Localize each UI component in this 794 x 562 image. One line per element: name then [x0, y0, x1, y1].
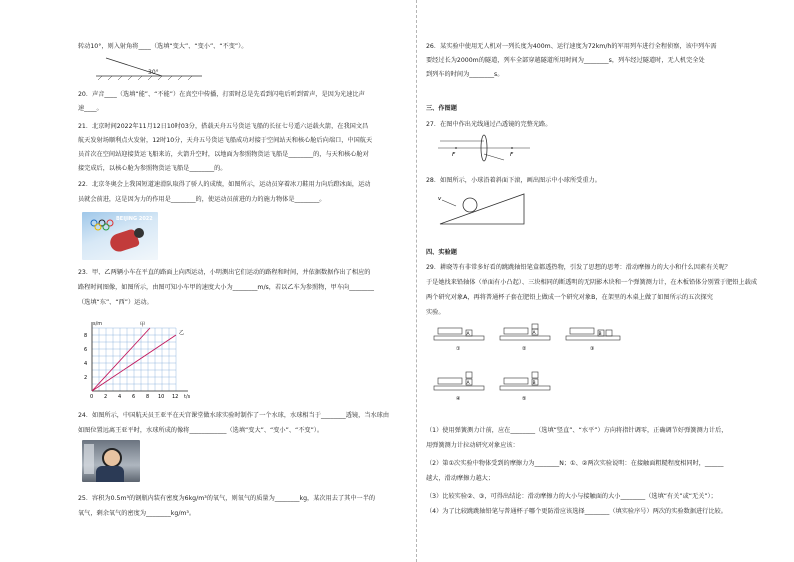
section-drawing-heading: 三、作图题	[426, 105, 457, 112]
ball	[463, 198, 477, 212]
section-experiment-heading: 四、实验题	[426, 249, 457, 256]
q26-text-1: 26．某实验中使用无人机对一列长度为400m、运行速度为72km/h的军用列车进行全程侦察，该中列车需	[426, 43, 717, 50]
block-label: B	[532, 381, 536, 386]
block-label: A	[532, 331, 536, 336]
q25-text-2: 氧气，剩余氧气的密度为________kg/m³。	[78, 510, 196, 517]
left-column	[78, 0, 408, 562]
x-tick: 4	[118, 394, 122, 400]
q23-text-1: 23．甲、乙两辆小车在平直的路面上向西运动，小明测出它们运动的路程和时间，并依据数据作出了相应的	[78, 269, 371, 276]
q23-text-2: 路程时间图像，如图所示，由图可知小车甲的速度大小为________m/s，若以乙车为参照物，甲车向________	[78, 284, 374, 291]
q19-mirror-figure	[92, 54, 212, 82]
right-column	[426, 0, 766, 562]
astronaut-face	[102, 448, 122, 468]
q29-text-3: 两个研究对象A，再将普通杯子套在肥铅上做成一个研究对象B，在架里的木桌上做了如图所示的五次探究	[426, 294, 713, 301]
y-tick: 6	[84, 347, 88, 353]
y-tick: 4	[84, 361, 88, 367]
q21-text-1: 21．北京时间2022年11月12日10时03分，搭载天舟五号货运飞船的长征七号遥六运载火箭，在我国文昌	[78, 123, 369, 130]
astronaut-body	[96, 466, 124, 482]
q24-text-1: 24．如图所示，中国航天员王亚平在天宫课堂做水球实验时制作了一个水球，水球相当于________透镜，当水球由	[78, 412, 390, 419]
skater-helmet	[134, 228, 144, 238]
q29-friction-figures	[430, 322, 630, 414]
q29-part1-a: （1）使用弹簧测力计前，应在________（选填“竖直”、“水平”）方向将指针调零，正确调节好弹簧测力计后，	[426, 427, 728, 434]
station-panel	[84, 444, 94, 474]
q21-text-2: 航天发射场顺利点火发射，12时10分，天舟五号货运飞船成功对接于空间站天和核心舱后向端口，中国航天	[78, 137, 373, 144]
figure-label: ④	[456, 396, 461, 402]
q29-part2-a: （2）第①次实验中物体受到的摩擦力为________N；①、②两次实验说明：在接触面粗糙程度相同时，______	[426, 460, 724, 467]
q26-text-2: 要经过长为2000m的隧道，列车全部穿越隧道所用时间为________s，列车经过隧道时，无人机完全处	[426, 57, 705, 64]
series-label-yi: 乙	[179, 330, 185, 336]
q27-lens-figure	[434, 132, 534, 162]
q21-text-3: 员首次在空间站迎接货运飞船来访，火箭升空时，以地面为参照物货运飞船是________的，与天和核心舱对	[78, 151, 369, 158]
q28-text: 28．如图所示，小球沿着斜面下滚，画出图示中小球所受重力。	[426, 177, 601, 184]
photo-caption: BEIJING 2022	[116, 216, 153, 222]
figure-label: ②	[522, 346, 527, 352]
block-label: B	[598, 332, 602, 337]
series-label-jia: 甲	[140, 322, 146, 328]
figure-label: ③	[590, 346, 595, 352]
q22-text-1: 22．北京冬奥会上我国短道速滑队取得了骄人的成绩，如图所示，运动员穿着冰刀鞋用力向后蹬冰面，运动	[78, 181, 371, 188]
figure-label: ①	[456, 346, 461, 352]
q22-text-2: 员就会前进，这是因为力的作用是________的，使运动员前进的力的施力物体是________。	[78, 196, 326, 203]
column-divider	[416, 0, 417, 562]
q28-incline-figure	[434, 188, 534, 228]
olympic-rings-icon	[90, 216, 114, 228]
x-tick: 12	[172, 394, 179, 400]
y-tick: 2	[84, 375, 88, 381]
q22-skater-photo	[82, 212, 158, 260]
x-tick: 6	[132, 394, 136, 400]
q29-text-1: 29．耕晓等有非常多好看的跳跳轴铅笔盒都透热物，引发了思想的思考：滑动摩擦力的大小和什么因素有关呢？	[426, 264, 731, 271]
q29-part4: （4）为了比较跳跳轴铅笔与普通杯子哪个更防滑应该选择________（填实验序号）两次的实验数据进行比较。	[426, 508, 727, 515]
y-tick: 8	[84, 333, 88, 339]
block-label: A	[466, 381, 470, 386]
block-label: A	[466, 332, 470, 337]
x-tick: 2	[104, 394, 108, 400]
q29-text-2: 于是她找来铅轴体（单面有小凸起）、三块相同的断透明的无阴影木块和一个弹簧测力计，在木板铅体分别置于肥铅上载成	[426, 279, 758, 286]
q27-text: 27．在图中作出光线通过凸透镜的完整光路。	[426, 121, 552, 128]
x-tick: 0	[90, 394, 94, 400]
figure-label: ⑤	[522, 396, 527, 402]
q29-text-4: 实验。	[426, 309, 445, 316]
q23-text-3: （选填“东”、“西”）运动。	[78, 299, 153, 306]
q20-text: 20．声音____（选填“能”、“不能”）在真空中传播，打雷时总是先看到闪电后听到雷声，是因为光速比声	[78, 91, 365, 98]
q20-text-cont: 速____。	[78, 105, 103, 112]
q19-text: 转动10°，则入射角将____（选填“变大”、“变小”、“不变”）。	[78, 43, 248, 50]
angle-label: 30°	[148, 69, 159, 76]
q26-text-3: 到列车的时间为________s。	[426, 71, 504, 78]
q23-st-chart	[80, 318, 210, 404]
x-axis-label: t/s	[184, 394, 191, 400]
x-tick: 8	[146, 394, 150, 400]
focus-label: F	[452, 152, 456, 158]
q29-part3: （3）比较实验②、③，可得出结论：滑动摩擦力的大小与接触面的大小________（选填“有关”或“无关”）；	[426, 493, 717, 500]
q29-part1-b: 用弹簧测力计拉动研究对象应该：	[426, 442, 519, 449]
ball-label: v	[438, 196, 442, 202]
q25-text-1: 25．容积为0.5m³的钢瓶内装有密度为6kg/m³的氧气，则氧气的质量为________kg，某次用去了其中一半的	[78, 495, 376, 502]
q24-text-2: 如图位置远离王亚平时，水球所成的像将____________（选填“变大”、“变小”、“不变”）。	[78, 427, 324, 434]
q29-part2-b: 越大，滑动摩擦力越大；	[426, 475, 495, 482]
q24-astronaut-photo	[82, 440, 140, 482]
x-tick: 10	[158, 394, 165, 400]
y-axis-label: s/m	[93, 321, 103, 327]
series-jia-line	[92, 328, 150, 391]
focus-label: F	[510, 152, 514, 158]
q21-text-4: 接完成后，以核心舱为参照物货运飞船是________的。	[78, 165, 227, 172]
